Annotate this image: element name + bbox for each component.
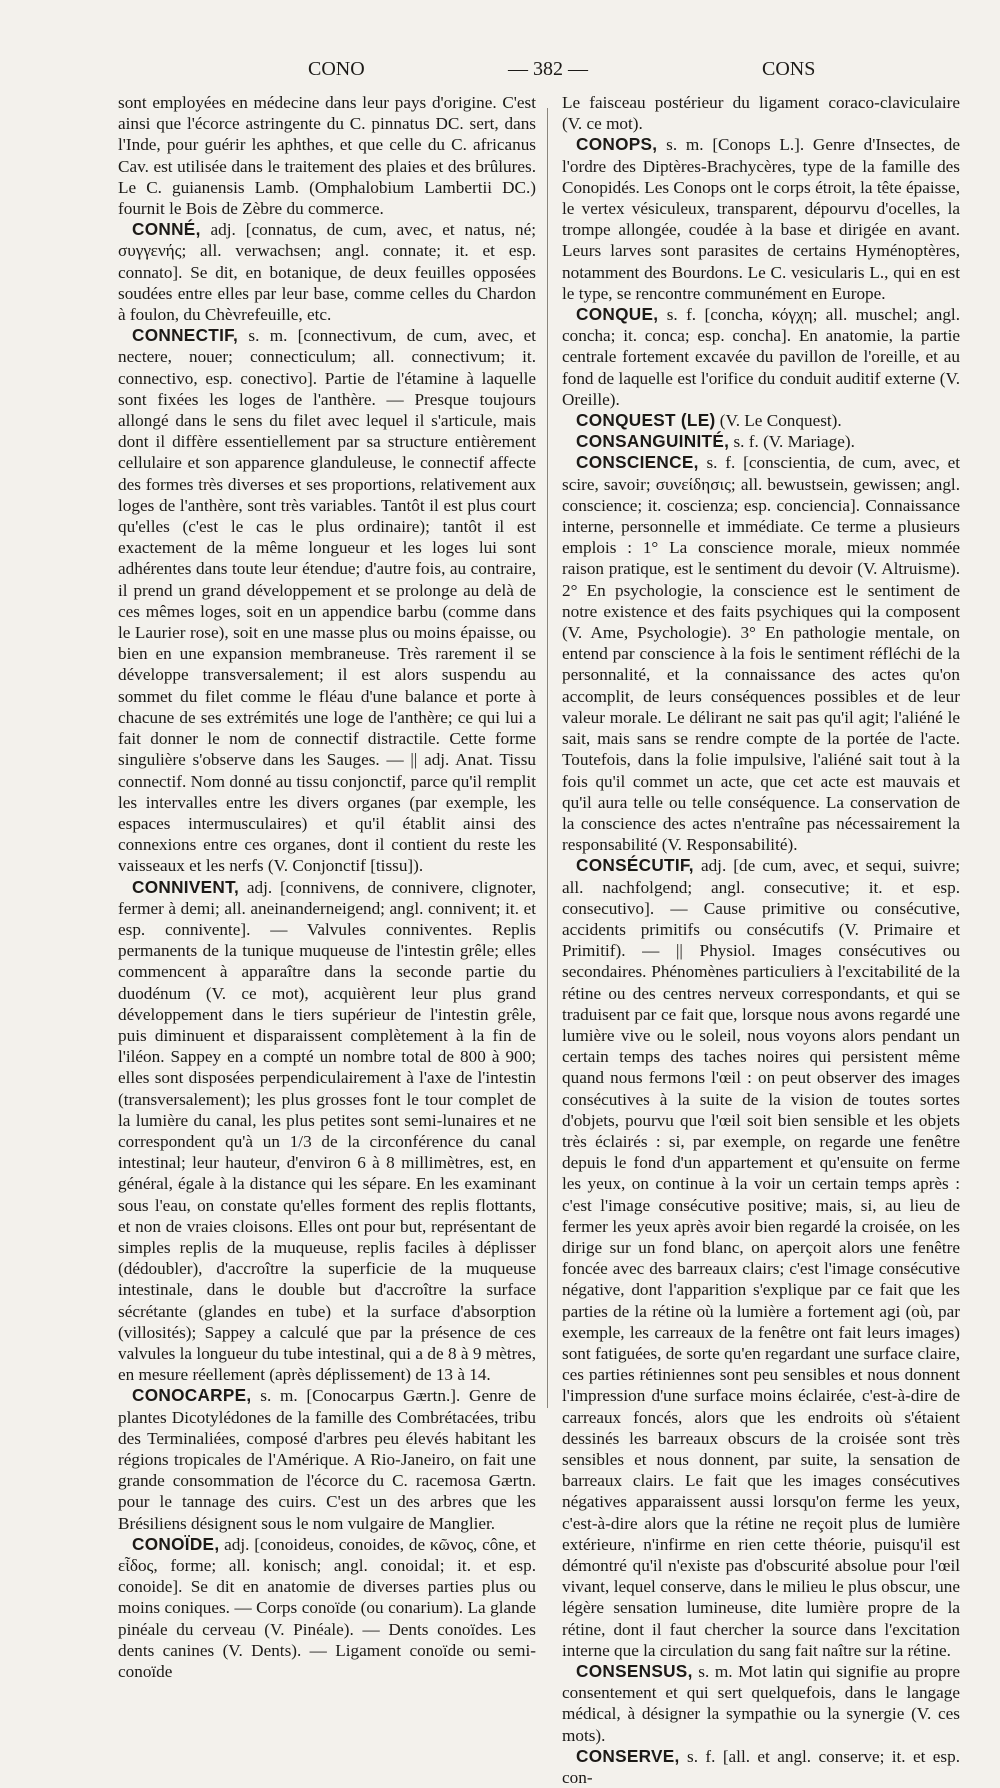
entry-headword: CONOÏDE, bbox=[132, 1533, 220, 1554]
entry-headword: CONSERVE, bbox=[576, 1745, 680, 1766]
dictionary-entry-conquest bbox=[562, 410, 960, 431]
entry-body: s. m. Mot latin qui signifie au propre consentement et qui sert quelquefois, dans le langage médical, à désigner la sympathie ou la synergie (V. ces mots). bbox=[562, 1662, 960, 1745]
entry-headword: CONOCARPE, bbox=[132, 1385, 252, 1406]
entry-body: (V. Le Conquest). bbox=[715, 411, 842, 431]
dictionary-entry-connectif bbox=[118, 325, 536, 876]
entry-headword: CONNÉ, bbox=[132, 219, 201, 240]
entry-body: s. f. [all. et angl. conserve; it. et esp. con- bbox=[562, 1746, 960, 1788]
entry-body: adj. [connivens, de connivere, clignoter, fermer à demi; all. aneinanderneigend; angl. connivent; it. et esp. connivente]. — Valvules conniventes. Replis permanents de la tunique muqueuse de l'intestin grêle; elles commencent à apparaître dans la seconde partie du duodénum (V. ce mot), acquièrent leur plus grand développement dans le tiers supérieur de l'intestin grêle, puis diminuent et disparaissent complètement à la fin de l'iléon. Sappey en a compté un nombre total de 800 à 900; elles sont disposées perpendiculairement à l'axe de l'intestin (transversalement); les plus grosses font le tour complet de la lumière du canal, les plus petites sont semi-lunaires et ne correspondent qu'à un 1/3 de la circonférence du canal intestinal; leur hauteur, d'environ 6 à 8 millimètres, est, en général, égale à la distance qui les sépare. En les examinant sous l'eau, on constate qu'elles forment des replis flottants, et non de vraies cloisons. Elles ont pour but, représentant de simples replis de la muqueuse, replis faciles à déplisser (dédoubler), d'accroître la superficie de la muqueuse intestinale, dans le double but d'accroître la surface sécrétante (glandes en tube) et la surface d'absorption (villosités); Sappey a calculé que par la présence de ces valvules la longueur du tube intestinal, qui a de 8 à 9 mètres, en mesure réellement (après déplissement) de 13 à 14. bbox=[118, 877, 536, 1385]
entry-headword: CONSANGUINITÉ, bbox=[576, 431, 730, 452]
header-left-guide-word: CONO bbox=[308, 58, 365, 80]
entry-headword: CONNIVENT, bbox=[132, 876, 240, 897]
dictionary-entry-conserve bbox=[562, 1746, 960, 1788]
dictionary-entry-conscience bbox=[562, 452, 960, 855]
entry-body: s. m. [connectivum, de cum, avec, et nectere, nouer; connecticulum; all. connectivum; it. connectivo, esp. conectivo]. Partie de l'étamine à laquelle sont fixées les loges de l'anthère. — Presque toujours allongé dans le sens du filet avec lequel il s'articule, mais dont il diffère essentiellement par sa structure entièrement cellulaire et son apparence glanduleuse, le connectif affecte des formes très diverses et ses proportions, relativement aux loges de l'anthère, sont très variables. Tantôt il est plus court qu'elles (c'est le cas le plus ordinaire); tantôt il est exactement de la même longueur et les loges lui sont adhérentes dans toute leur étendue; d'autre fois, au contraire, il prend un grand développement et se prolonge au delà de ces mêmes loges, soit en un appendice barbu (comme dans le Laurier rose), soit en une masse plus ou moins épaisse, ou bien en une expansion membraneuse. Très rarement il se développe transversalement; il est alors suspendu au sommet du filet comme le fléau d'une balance et porte à chacune de ses extrémités une loge de l'anthère; ce qui lui a fait donner le nom de connectif distractile. Cette forme singulière s'observe dans les Sauges. — || adj. Anat. Tissu connectif. Nom donné au tissu conjonctif, parce qu'il remplit les intervalles entre les divers organes (par exemple, les espaces intermusculaires) et qu'il établit ainsi des connexions entre ces organes, dont il contient du reste les vaisseaux et les nerfs (V. Conjonctif [tissu]). bbox=[118, 326, 536, 876]
entry-headword: CONOPS, bbox=[576, 134, 658, 155]
running-header bbox=[0, 58, 1000, 88]
entry-body: adj. [connatus, de cum, avec, et natus, né; συγγενής; all. verwachsen; angl. connate; it. et esp. connato]. Se dit, en botanique, de deux feuilles opposées soudées entre elles par leur base, comme celles du Chardon à foulon, du Chèvrefeuille, etc. bbox=[118, 220, 536, 325]
dictionary-entry-connivent bbox=[118, 877, 536, 1386]
header-right-guide-word: CONS bbox=[762, 58, 816, 80]
right-column bbox=[562, 92, 960, 1788]
entry-body: s. f. [conscientia, de cum, avec, et scire, savoir; συνείδησις; all. bewustsein, gewissen; angl. conscience; it. coscienza; esp. conciencia]. Connaissance interne, personnelle et immédiate. Ce terme a plusieurs emplois : 1° La conscience morale, mieux nommée raison pratique, est le sentiment du devoir (V. Altruisme). 2° En psychologie, la conscience est le sentiment de notre existence et des faits psychiques qui la composent (V. Ame, Psychologie). 3° En pathologie mentale, on entend par conscience à la fois le sentiment réfléchi de la personnalité, et la connaissance des actes qu'on accomplit, de leurs conséquences possibles et de leur valeur morale. Le délirant ne sait pas qu'il agit; l'aliéné le sait, mais sans se rendre compte de la portée de l'acte. Toutefois, dans la folie impulsive, l'aliéné sait tout à la fois qu'il commet un acte, que cet acte est mauvais et qu'il aura telle ou telle conséquence. La conservation de la conscience des actes n'entraîne pas nécessairement la responsabilité (V. Responsabilité). bbox=[562, 453, 960, 855]
column-divider bbox=[547, 108, 548, 1408]
entry-headword: CONNECTIF, bbox=[132, 325, 239, 346]
page-number: — 382 — bbox=[508, 58, 588, 80]
entry-body: adj. [de cum, avec, et sequi, suivre; all. nachfolgend; angl. consecutive; it. et esp. consecutivo]. — Cause primitive ou consécutive, accidents primitifs ou consécutifs (V. Primaire et Primitif). — || Physiol. Images consécutives ou secondaires. Phénomènes particuliers à l'excitabilité de la rétine ou des centres nerveux correspondants, et qui se traduisent par ce fait que, lorsque nous avons regardé une lumière vive ou le soleil, nous voyons alors pendant un certain temps des taches noires qui persistent même quand nous fermons l'œil : on peut observer des images consécutives à la suite de la vision de toutes sortes d'objets, pourvu que l'œil soit bien sensible et les objets très éclairés : si, par exemple, on regarde une fenêtre depuis le fond d'un appartement et qu'ensuite on ferme les yeux, on continue à la voir un certain temps après : c'est l'image consécutive positive; mais, si, au lieu de fermer les yeux après avoir bien regardé la croisée, on les dirige sur un fond blanc, on aperçoit alors une fenêtre foncée avec des barreaux clairs; c'est l'image consécutive négative, dont l'apparition s'explique par ce fait que les parties de la rétine où la lumière a fortement agi (où, par exemple, les carreaux de la fenêtre ont fait leurs images) sont fatiguées, de sorte qu'en regardant une surface claire, ces parties rétiniennes sont peu sensibles et nous donnent l'impression d'une surface moins éclairée, c'est-à-dire de carreaux foncés, alors que les endroits où s'étaient dessinés les barreaux obscurs de la croisée sont très sensibles et nous donnent, par suite, la sensation de barreaux clairs. Le fait que les images consécutives négatives apparaissent aussi lorsqu'on ferme les yeux, c'est-à-dire alors que la rétine ne reçoit plus de lumière extérieure, n'infirme en rien cette théorie, puisqu'il est démontré qu'il n'existe pas d'obscurité absolue pour l'œil vivant, lequel conserve, dans le milieu le plus obscur, une légère sensation lumineuse, dite lumière propre de la rétine, dont il faut chercher la source dans l'excitation interne que la circulation du sang fait naître sur la rétine. bbox=[562, 856, 960, 1660]
entry-headword: CONSCIENCE, bbox=[576, 452, 699, 473]
dictionary-entry-conocarpe bbox=[118, 1385, 536, 1533]
entry-body: s. m. [Conocarpus Gærtn.]. Genre de plantes Dicotylédones de la famille des Combrétacées, tribu des Terminaliées, composé d'arbres peu élevés habitant les régions tropicales de l'Amérique. A Rio-Janeiro, on fait une grande consommation de l'écorce du C. racemosa Gærtn. pour le tannage des cuirs. C'est un des arbres que les Brésiliens désignent sous le nom vulgaire de Manglier. bbox=[118, 1386, 536, 1533]
entry-body: s. m. [Conops L.]. Genre d'Insectes, de l'ordre des Diptères-Brachycères, type de la famille des Conopidés. Les Conops ont le corps étroit, la tête épaisse, le vertex vésiculeux, transparent, dépourvu d'ocelles, la trompe allongée, coudée à la base et dirigée en avant. Leurs larves sont parasites de certains Hyménoptères, notamment des Bourdons. Le C. vesicularis L., qui en est le type, se rencontre communément en Europe. bbox=[562, 135, 960, 303]
entry-headword: CONQUE, bbox=[576, 304, 659, 325]
left-column bbox=[118, 92, 536, 1682]
dictionary-entry-cont bbox=[118, 92, 536, 219]
entry-body: Le faisceau postérieur du ligament coraco-claviculaire (V. ce mot). bbox=[562, 93, 960, 134]
dictionary-entry-consecutif bbox=[562, 855, 960, 1661]
dictionary-entry-conoide bbox=[118, 1534, 536, 1682]
dictionary-entry-conne bbox=[118, 219, 536, 325]
entry-headword: CONSENSUS, bbox=[576, 1661, 693, 1682]
dictionary-entry-conque bbox=[562, 304, 960, 410]
dictionary-entry-consanguinite bbox=[562, 431, 960, 452]
dictionary-entry-conops bbox=[562, 134, 960, 304]
entry-headword: CONQUEST (LE) bbox=[576, 410, 716, 431]
entry-body: s. f. (V. Mariage). bbox=[729, 432, 855, 452]
entry-body: s. f. [concha, κόγχη; all. muschel; angl. concha; it. conca; esp. concha]. En anatomie, la partie centrale fortement excavée du pavillon de l'oreille, et au fond de laquelle est l'orifice du conduit auditif externe (V. Oreille). bbox=[562, 305, 960, 409]
entry-headword: CONSÉCUTIF, bbox=[576, 855, 694, 876]
entry-body: adj. [conoideus, conoides, de κῶνος, cône, et εἶδος, forme; all. konisch; angl. conoidal; it. et esp. conoide]. Se dit en anatomie de diverses parties plus ou moins coniques. — Corps conoïde (ou conarium). La glande pinéale du cerveau (V. Pinéale). — Dents conoïdes. Les dents canines (V. Dents). — Ligament conoïde ou semi-conoïde bbox=[118, 1534, 536, 1682]
entry-body: sont employées en médecine dans leur pays d'origine. C'est ainsi que l'écorce astringente du C. pinnatus DC. sert, dans l'Inde, pour guérir les aphthes, et que celle du C. africanus Cav. est utilisée dans le traitement des plaies et des brûlures. Le C. guianensis Lamb. (Omphalobium Lambertii DC.) fournit le Bois de Zèbre du commerce. bbox=[118, 93, 536, 219]
dictionary-entry-consensus bbox=[562, 1661, 960, 1746]
dictionary-entry-cont2 bbox=[562, 92, 960, 134]
